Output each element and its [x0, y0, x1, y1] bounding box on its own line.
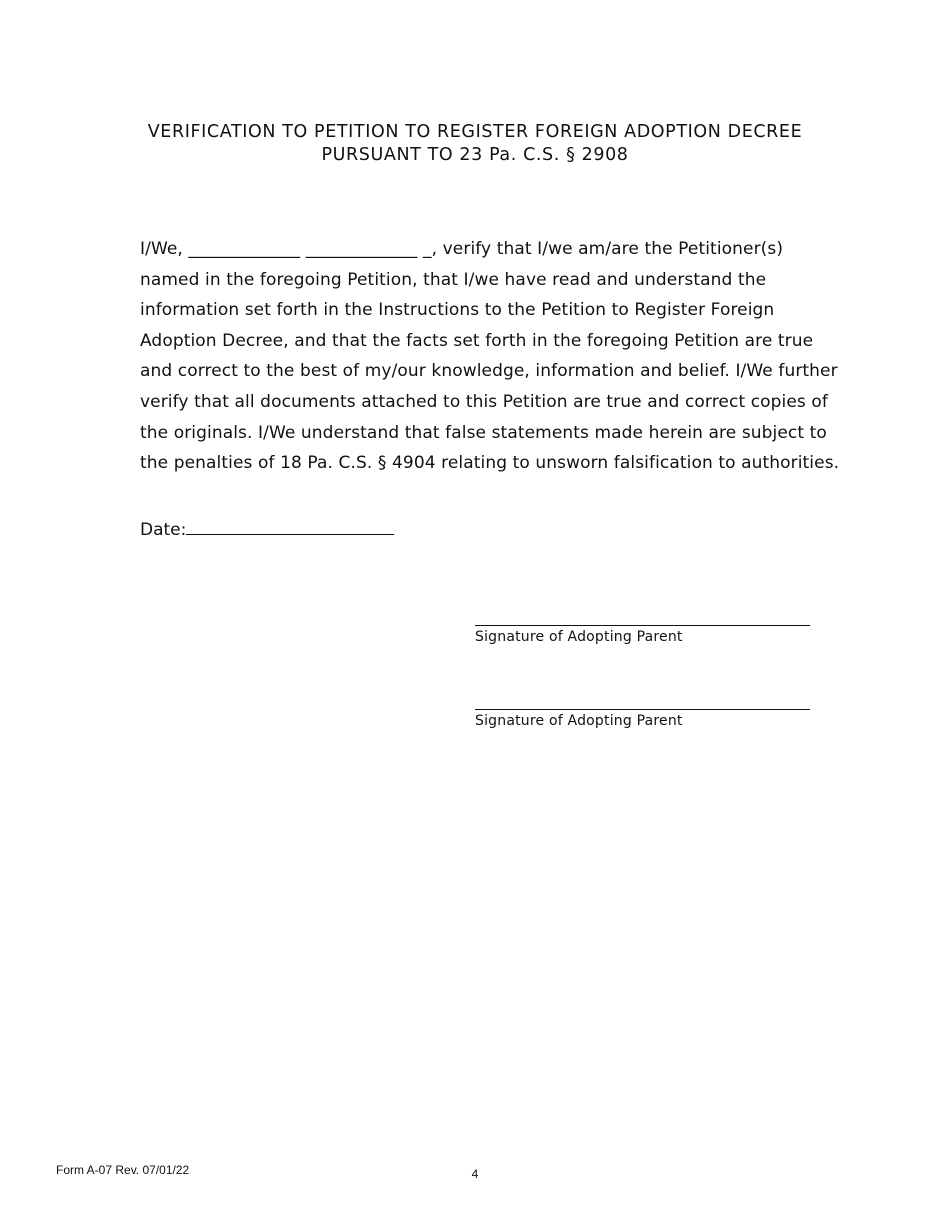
signature-label-1: Signature of Adopting Parent: [475, 629, 683, 645]
paragraph-line: the originals. I/We understand that false statements made herein are subject to: [140, 422, 827, 443]
date-label: Date:: [140, 520, 187, 540]
form-revision-footer: Form A-07 Rev. 07/01/22: [56, 1163, 190, 1177]
document-title-line-1: VERIFICATION TO PETITION TO REGISTER FOREIGN ADOPTION DECREE: [147, 122, 803, 142]
paragraph-line: information set forth in the Instructions to the Petition to Register Foreign: [140, 300, 775, 321]
page-number: 4: [471, 1167, 479, 1181]
paragraph-line: I/We, _____________ _____________ _, verify that I/we am/are the Petitioner(s): [140, 239, 784, 259]
paragraph-line: the penalties of 18 Pa. C.S. § 4904 relating to unsworn falsification to authorities.: [140, 453, 840, 474]
signature-line-1[interactable]: [475, 625, 810, 626]
verification-paragraph: [140, 234, 840, 479]
signature-label-2: Signature of Adopting Parent: [475, 713, 683, 729]
signature-line-2[interactable]: [475, 709, 810, 710]
date-field[interactable]: [186, 516, 394, 535]
paragraph-line: Adoption Decree, and that the facts set forth in the foregoing Petition are true: [140, 330, 814, 351]
paragraph-line: named in the foregoing Petition, that I/we have read and understand the: [140, 269, 767, 290]
paragraph-line: and correct to the best of my/our knowledge, information and belief. I/We further: [140, 361, 838, 382]
document-title-line-2: PURSUANT TO 23 Pa. C.S. § 2908: [321, 145, 629, 165]
paragraph-line: verify that all documents attached to this Petition are true and correct copies of: [140, 391, 828, 412]
date-row: [140, 515, 394, 545]
